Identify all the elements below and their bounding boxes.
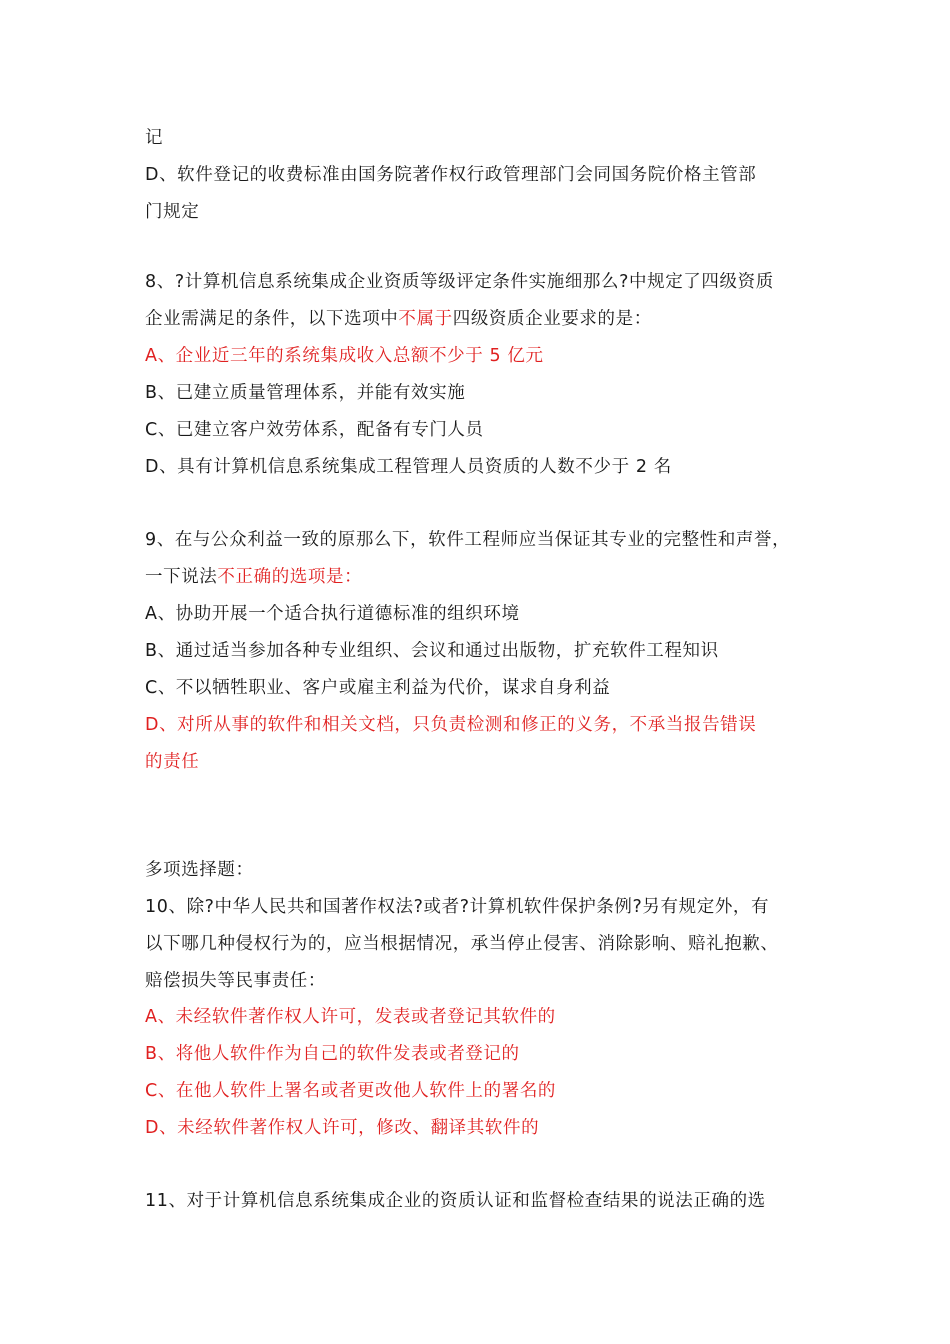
q10-option-a: A、未经软件著作权人许可，发表或者登记其软件的 — [145, 1007, 556, 1027]
q10-stem-line2: 以下哪几种侵权行为的，应当根据情况，承当停止侵害、消除影响、赔礼抱歉、 — [145, 934, 779, 954]
q9-option-b: B、通过适当参加各种专业组织、会议和通过出版物，扩充软件工程知识 — [145, 641, 719, 661]
q10-stem-line3: 赔偿损失等民事责任： — [145, 971, 326, 991]
q8-stem-line1: 8、?计算机信息系统集成企业资质等级评定条件实施细那么?中规定了四级资质 — [145, 272, 774, 292]
q10-stem-line1: 10、除?中华人民共和国著作权法?或者?计算机软件保护条例?另有规定外，有 — [145, 897, 770, 917]
fragment-option-d: D、软件登记的收费标准由国务院著作权行政管理部门会同国务院价格主管部 — [145, 165, 757, 185]
q8-option-b: B、已建立质量管理体系，并能有效实施 — [145, 383, 466, 403]
fragment-option-d-cont: 门规定 — [145, 202, 200, 222]
q9-option-a: A、协助开展一个适合执行道德标准的组织环境 — [145, 604, 520, 624]
q8-stem-text-b: 四级资质企业要求的是： — [452, 309, 652, 329]
q9-stem-line1: 9、在与公众利益一致的原那么下，软件工程师应当保证其专业的完整性和声誉， — [145, 530, 791, 550]
fragment-line: 记 — [145, 128, 164, 148]
q9-stem-highlight: 不正确的选项是： — [217, 567, 363, 587]
q8-stem-text-a: 企业需满足的条件，以下选项中 — [145, 309, 399, 329]
q9-stem-text-a: 一下说法 — [145, 567, 218, 587]
q9-option-d-cont: 的责任 — [145, 752, 200, 772]
q11-stem-line1: 11、对于计算机信息系统集成企业的资质认证和监督检查结果的说法正确的选 — [145, 1191, 766, 1211]
q10-option-d: D、未经软件著作权人许可，修改、翻译其软件的 — [145, 1118, 540, 1138]
q9-option-c: C、不以牺牲职业、客户或雇主利益为代价，谋求自身利益 — [145, 678, 611, 698]
q8-option-a: A、企业近三年的系统集成收入总额不少于 5 亿元 — [145, 346, 544, 366]
q8-option-d: D、具有计算机信息系统集成工程管理人员资质的人数不少于 2 名 — [145, 457, 672, 477]
q8-stem-highlight: 不属于 — [398, 309, 453, 329]
q10-option-c: C、在他人软件上署名或者更改他人软件上的署名的 — [145, 1081, 557, 1101]
q8-option-c: C、已建立客户效劳体系，配备有专门人员 — [145, 420, 484, 440]
q9-option-d: D、对所从事的软件和相关文档，只负责检测和修正的义务，不承当报告错误 — [145, 715, 757, 735]
section-heading: 多项选择题： — [145, 860, 254, 880]
q8-stem-line2 — [145, 307, 835, 331]
q10-option-b: B、将他人软件作为自己的软件发表或者登记的 — [145, 1044, 520, 1064]
q9-stem-line2 — [145, 565, 835, 589]
